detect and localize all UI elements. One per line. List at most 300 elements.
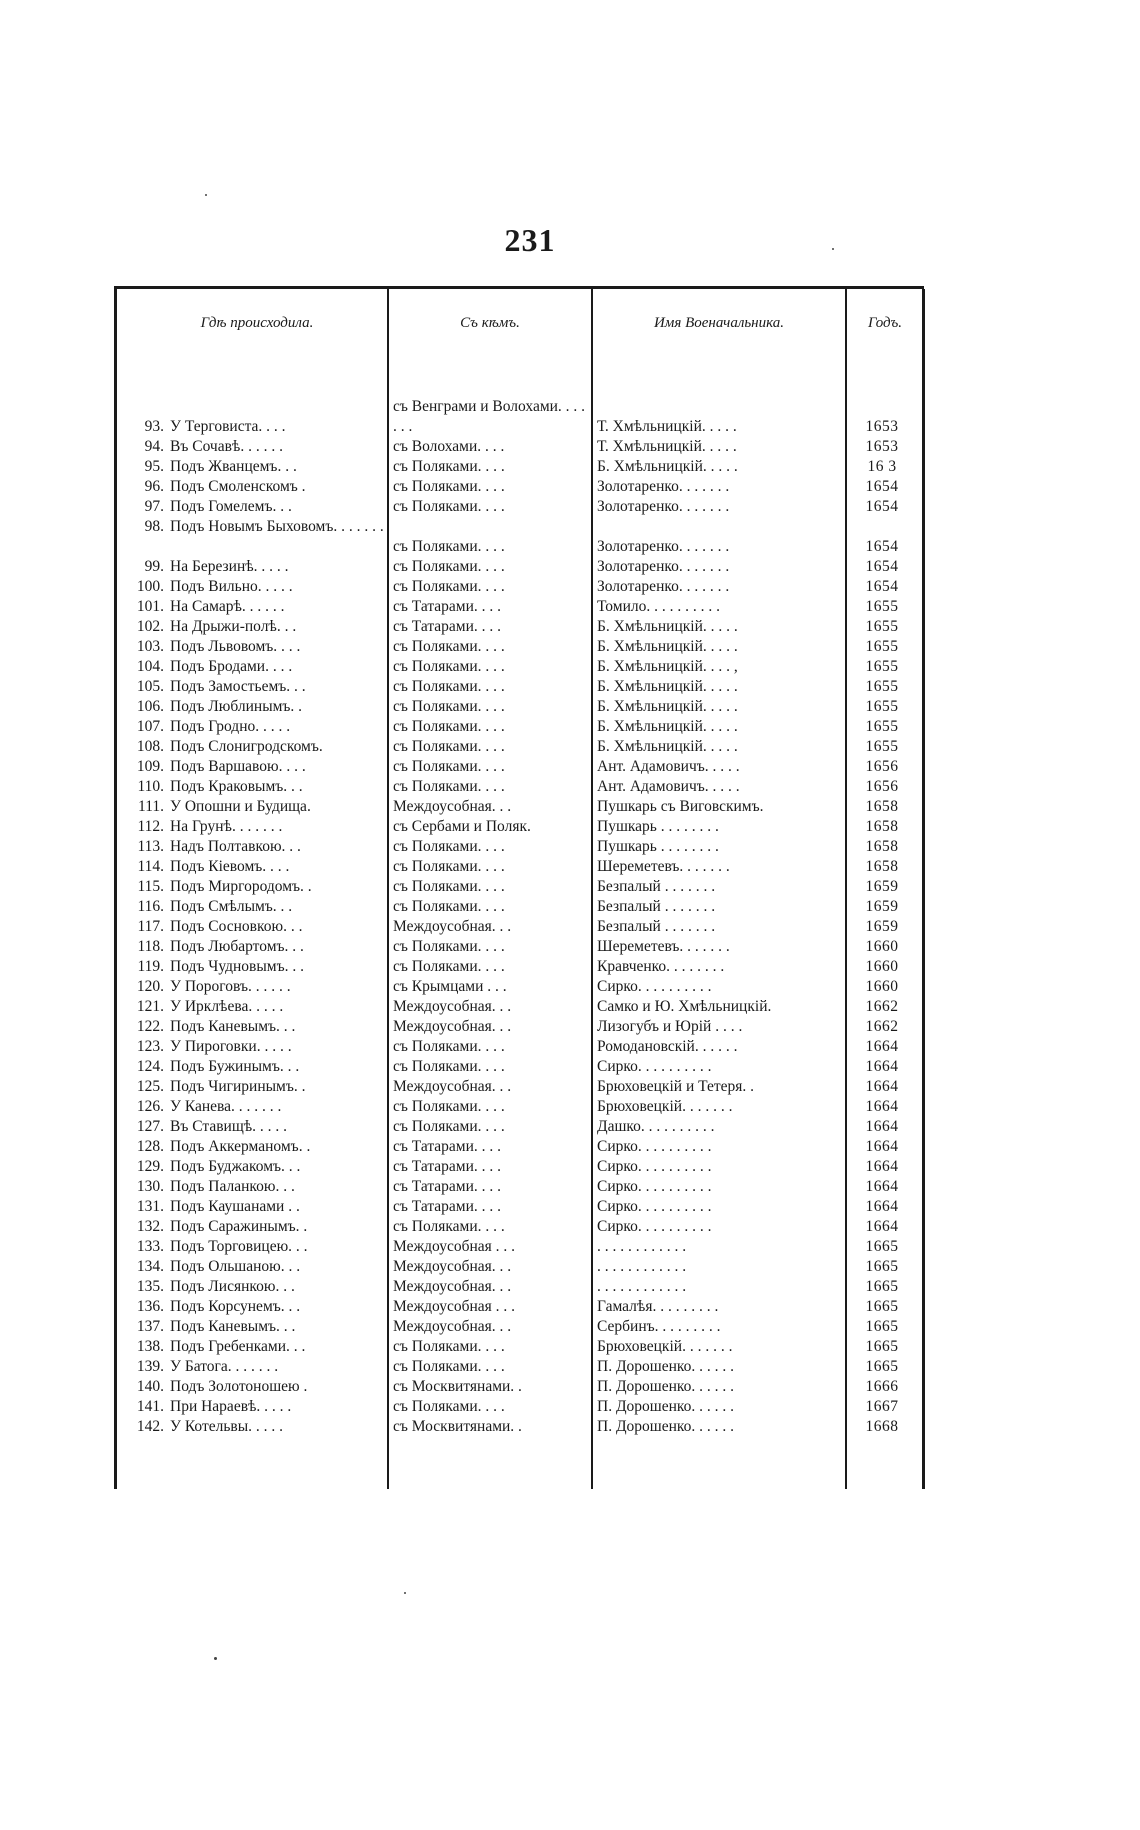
page-number: 231: [504, 222, 556, 258]
cell-enemy: съ Поляками. . . .: [393, 878, 505, 895]
header-place: Гдѣ происходила.: [200, 315, 314, 331]
cell-commander: Б. Хмѣльницкій. . . . .: [597, 458, 738, 475]
row-number: 140.: [136, 1378, 164, 1395]
cell-place: [126, 677, 388, 697]
cell-place: [126, 1217, 388, 1237]
print-speck: [214, 1657, 217, 1660]
cell-year: 1666: [865, 1378, 899, 1395]
table-row: [114, 597, 924, 617]
cell-place: [126, 1257, 388, 1277]
cell-enemy: съ Поляками. . . .: [393, 698, 505, 715]
cell-commander: Брюховецкій и Тетеря. .: [597, 1078, 755, 1095]
cell-enemy: съ Татарами. . . .: [393, 1198, 502, 1215]
cell-place: [126, 797, 388, 817]
cell-commander: Гамалѣя. . . . . . . . .: [597, 1298, 719, 1315]
table-row: [114, 1037, 924, 1057]
place-text: У Опошни и Будища.: [170, 798, 311, 815]
place-text: У Котельвы. . . . .: [170, 1418, 284, 1435]
table-row: [114, 1397, 924, 1417]
table-row: [114, 877, 924, 897]
table-row: [114, 1077, 924, 1097]
cell-commander: Пушкарь съ Виговскимъ.: [597, 798, 764, 815]
place-text: Подъ Ольшаною. . .: [170, 1258, 301, 1275]
place-text: Подъ Торговицею. . .: [170, 1238, 308, 1255]
cell-place: [126, 637, 388, 657]
table-row: [114, 1237, 924, 1257]
place-text: Подъ Смоленскомъ .: [170, 478, 306, 495]
cell-enemy: Междоусобная. . .: [393, 918, 512, 935]
row-number: 120.: [136, 978, 164, 995]
cell-year: 1653: [865, 438, 899, 455]
cell-year: 1658: [865, 838, 899, 855]
cell-year: 1658: [865, 858, 899, 875]
cell-enemy: Междоусобная. . .: [393, 1078, 512, 1095]
cell-year: 1654: [865, 538, 899, 555]
cell-place: [126, 917, 388, 937]
cell-commander: Пушкарь . . . . . . . .: [597, 838, 719, 855]
table-row: [114, 677, 924, 697]
table-row: [114, 1357, 924, 1377]
cell-commander: П. Дорошенко. . . . . .: [597, 1378, 734, 1395]
cell-year: 1665: [865, 1278, 899, 1295]
cell-enemy: съ Татарами. . . .: [393, 1138, 502, 1155]
table-row: [114, 1217, 924, 1237]
row-number: 125.: [136, 1078, 164, 1095]
print-speck: [404, 1592, 406, 1594]
row-number: 113.: [137, 838, 164, 855]
cell-place: [126, 717, 388, 737]
cell-place: [126, 757, 388, 777]
table-row: [114, 1377, 924, 1397]
place-text: Подъ Новымъ Быховомъ. . . . . . .: [170, 518, 384, 535]
cell-place: [126, 897, 388, 917]
place-text: Подъ Паланкою. . .: [170, 1178, 295, 1195]
cell-commander: Золотаренко. . . . . . .: [597, 478, 730, 495]
cell-commander: Б. Хмѣльницкій. . . . .: [597, 738, 738, 755]
cell-year: 1664: [865, 1218, 899, 1235]
cell-enemy: съ Поляками. . . .: [393, 1398, 505, 1415]
cell-year: 1660: [865, 938, 899, 955]
header-commander: Имя Военачальника.: [653, 315, 785, 331]
row-number: 126.: [136, 1098, 164, 1115]
table-row: [114, 857, 924, 877]
cell-commander: . . . . . . . . . . . .: [597, 1238, 687, 1255]
cell-commander: Томило. . . . . . . . . .: [597, 598, 720, 615]
cell-place: [126, 1117, 388, 1137]
print-speck: [205, 194, 207, 196]
place-text: У Пороговъ. . . . . .: [170, 978, 291, 995]
cell-year: 1655: [865, 618, 899, 635]
cell-year: 1653: [865, 418, 899, 435]
cell-place: [126, 1377, 388, 1397]
table-row: [114, 697, 924, 717]
table-header: [114, 289, 924, 345]
place-text: На Дрыжи-полѣ. . .: [170, 618, 297, 635]
table-row: [114, 797, 924, 817]
cell-commander: Сирко. . . . . . . . . .: [597, 1058, 712, 1075]
cell-place: [126, 957, 388, 977]
table-row: [114, 577, 924, 597]
cell-year: 1655: [865, 698, 899, 715]
cell-enemy: съ Поляками. . . .: [393, 838, 505, 855]
cell-year: 1664: [865, 1078, 899, 1095]
cell-year: 1664: [865, 1098, 899, 1115]
cell-enemy: съ Поляками. . . .: [393, 658, 505, 675]
cell-year: 1665: [865, 1338, 899, 1355]
cell-commander: П. Дорошенко. . . . . .: [597, 1358, 734, 1375]
cell-year: 1660: [865, 978, 899, 995]
cell-enemy: съ Москвитянами. .: [393, 1418, 522, 1435]
cell-year: 1656: [865, 758, 899, 775]
cell-enemy: съ Татарами. . . .: [393, 1158, 502, 1175]
place-text: Подъ Саражинымъ. .: [170, 1218, 308, 1235]
table-row: [114, 437, 924, 457]
cell-place: [126, 477, 388, 497]
row-number: 129.: [136, 1158, 164, 1175]
cell-commander: П. Дорошенко. . . . . .: [597, 1398, 734, 1415]
row-number: 121.: [136, 998, 164, 1015]
table-row: [114, 1117, 924, 1137]
place-text: Подъ Корсунемъ. . .: [170, 1298, 301, 1315]
row-number: 135.: [136, 1278, 164, 1295]
cell-year: 1659: [865, 878, 899, 895]
cell-place: [126, 497, 388, 517]
cell-enemy: съ Москвитянами. .: [393, 1378, 522, 1395]
cell-year: 1665: [865, 1298, 899, 1315]
cell-enemy: съ Поляками. . . .: [393, 778, 505, 795]
cell-enemy: Междоусобная . . .: [393, 1238, 516, 1255]
row-number: 124.: [136, 1058, 164, 1075]
cell-enemy: съ Поляками. . . .: [393, 1218, 505, 1235]
cell-place: [126, 977, 388, 997]
row-number: 97.: [144, 498, 164, 515]
row-number: 94.: [144, 438, 164, 455]
table-row: [114, 937, 924, 957]
cell-commander: П. Дорошенко. . . . . .: [597, 1418, 734, 1435]
table-row: [114, 457, 924, 477]
table-row: [114, 777, 924, 797]
cell-year: 16 3: [867, 458, 897, 475]
cell-commander: Т. Хмѣльницкій. . . . .: [597, 438, 737, 455]
row-number: 104.: [136, 658, 164, 675]
cell-commander: Сирко. . . . . . . . . .: [597, 1218, 712, 1235]
cell-enemy: съ Сербами и Поляк.: [393, 818, 531, 835]
cell-place: [126, 1317, 388, 1337]
cell-enemy: съ Поляками. . . .: [393, 718, 505, 735]
cell-enemy: съ Поляками. . . .: [393, 638, 505, 655]
cell-place: [126, 877, 388, 897]
cell-enemy: съ Поляками. . . .: [393, 1358, 505, 1375]
cell-place: [126, 697, 388, 717]
cell-enemy: Междоусобная. . .: [393, 998, 512, 1015]
cell-commander: Сирко. . . . . . . . . .: [597, 978, 712, 995]
cell-commander: Брюховецкій. . . . . . .: [597, 1098, 733, 1115]
place-text: При Нараевѣ. . . . .: [170, 1398, 292, 1415]
cell-year: 1655: [865, 738, 899, 755]
cell-year: 1665: [865, 1318, 899, 1335]
cell-enemy: съ Поляками. . . .: [393, 1038, 505, 1055]
row-number: 122.: [136, 1018, 164, 1035]
cell-commander: Б. Хмѣльницкій. . . . .: [597, 718, 738, 735]
cell-enemy: Междоусобная. . .: [393, 1318, 512, 1335]
row-number: 103.: [136, 638, 164, 655]
place-text: Подъ Гребенками. . .: [170, 1338, 306, 1355]
cell-year: 1665: [865, 1358, 899, 1375]
table-row: [114, 517, 924, 557]
table-row: [114, 1417, 924, 1437]
table-body: [114, 397, 924, 1437]
cell-enemy: съ Татарами. . . .: [393, 1178, 502, 1195]
print-speck: [832, 248, 834, 250]
place-text: Подъ Смѣлымъ. . .: [170, 898, 293, 915]
row-number: 141.: [136, 1398, 164, 1415]
cell-year: 1656: [865, 778, 899, 795]
cell-place: [126, 577, 388, 597]
cell-commander: Сирко. . . . . . . . . .: [597, 1158, 712, 1175]
table-row: [114, 1197, 924, 1217]
place-text: Подъ Вильно. . . . .: [170, 578, 293, 595]
cell-year: 1662: [865, 1018, 899, 1035]
cell-place: [126, 617, 388, 637]
place-text: Подъ Замостьемъ. . .: [170, 678, 306, 695]
table-row: [114, 837, 924, 857]
place-text: На Березинѣ. . . . .: [170, 558, 289, 575]
cell-place: [126, 1057, 388, 1077]
cell-enemy: съ Поляками. . . .: [393, 1118, 505, 1135]
table-row: [114, 737, 924, 757]
place-text: Подъ Жванцемъ. . .: [170, 458, 297, 475]
row-number: 101.: [136, 598, 164, 615]
cell-place: [126, 997, 388, 1017]
cell-commander: Золотаренко. . . . . . .: [597, 558, 730, 575]
cell-place: [126, 457, 388, 477]
table-row: [114, 657, 924, 677]
cell-commander: Дашко. . . . . . . . . .: [597, 1118, 715, 1135]
cell-enemy: Междоусобная. . .: [393, 798, 512, 815]
cell-commander: Кравченко. . . . . . . .: [597, 958, 725, 975]
cell-commander: Самко и Ю. Хмѣльницкій.: [597, 998, 772, 1015]
cell-place: [126, 1137, 388, 1157]
row-number: 117.: [137, 918, 164, 935]
table-row: [114, 1017, 924, 1037]
cell-enemy: съ Поляками. . . .: [393, 578, 505, 595]
place-text: У Канева. . . . . . .: [170, 1098, 282, 1115]
place-text: Подъ Каушанами . .: [170, 1198, 300, 1215]
row-number: 136.: [136, 1298, 164, 1315]
cell-place: [126, 417, 388, 437]
cell-commander: Б. Хмѣльницкій. . . . .: [597, 638, 738, 655]
place-text: Подъ Гомелемъ. . .: [170, 498, 292, 515]
table-row: [114, 917, 924, 937]
cell-year: 1655: [865, 658, 899, 675]
cell-place: [126, 1197, 388, 1217]
place-text: Подъ Буджакомъ. . .: [170, 1158, 301, 1175]
cell-commander: Золотаренко. . . . . . .: [597, 538, 730, 555]
table-row: [114, 977, 924, 997]
place-text: Подъ Бужинымъ. . .: [170, 1058, 300, 1075]
cell-enemy: Междоусобная. . .: [393, 1018, 512, 1035]
row-number: 112.: [137, 818, 164, 835]
row-number: 127.: [136, 1118, 164, 1135]
cell-place: [126, 1397, 388, 1417]
cell-enemy: съ Поляками. . . .: [393, 538, 505, 555]
cell-enemy: съ Крымцами . . .: [393, 978, 507, 995]
place-text: На Грунѣ. . . . . . .: [170, 818, 283, 835]
cell-enemy: съ Поляками. . . .: [393, 938, 505, 955]
cell-commander: Сирко. . . . . . . . . .: [597, 1138, 712, 1155]
row-number: 100.: [136, 578, 164, 595]
cell-commander: Сирко. . . . . . . . . .: [597, 1178, 712, 1195]
cell-year: 1664: [865, 1158, 899, 1175]
header-enemy: Съ кѣмъ.: [460, 315, 520, 331]
row-number: 139.: [136, 1358, 164, 1375]
cell-commander: Безпалый . . . . . . .: [597, 878, 716, 895]
cell-enemy: съ Поляками. . . .: [393, 678, 505, 695]
table-row: [114, 957, 924, 977]
row-number: 119.: [137, 958, 164, 975]
row-number: 102.: [136, 618, 164, 635]
table-row: [114, 1297, 924, 1317]
place-text: Подъ Кіевомъ. . . .: [170, 858, 290, 875]
cell-enemy: Междоусобная. . .: [393, 1258, 512, 1275]
table-row: [114, 757, 924, 777]
row-number: 115.: [137, 878, 164, 895]
cell-place: [126, 1037, 388, 1057]
cell-place: [126, 1177, 388, 1197]
cell-year: 1664: [865, 1058, 899, 1075]
cell-enemy: съ Венграми и Волохами. . . . . . .: [393, 398, 586, 435]
table-row: [114, 1177, 924, 1197]
cell-year: 1662: [865, 998, 899, 1015]
cell-place: [126, 837, 388, 857]
cell-commander: Ант. Адамовичъ. . . . .: [597, 758, 740, 775]
row-number: 114.: [137, 858, 164, 875]
cell-enemy: съ Татарами. . . .: [393, 618, 502, 635]
cell-year: 1664: [865, 1198, 899, 1215]
place-text: У Пироговки. . . . .: [170, 1038, 292, 1055]
place-text: Подъ Чигиринымъ. .: [170, 1078, 306, 1095]
cell-commander: . . . . . . . . . . . .: [597, 1278, 687, 1295]
cell-year: 1660: [865, 958, 899, 975]
cell-year: 1659: [865, 918, 899, 935]
row-number: 116.: [137, 898, 164, 915]
table-row: [114, 557, 924, 577]
table-row: [114, 477, 924, 497]
cell-commander: Золотаренко. . . . . . .: [597, 578, 730, 595]
cell-place: [126, 1297, 388, 1317]
cell-year: 1658: [865, 818, 899, 835]
cell-place: [126, 1277, 388, 1297]
table-row: [114, 617, 924, 637]
table-row: [114, 1337, 924, 1357]
place-text: Подъ Гродно. . . . .: [170, 718, 291, 735]
table-row: [114, 397, 924, 437]
row-number: 99.: [144, 558, 164, 575]
cell-year: 1654: [865, 578, 899, 595]
row-number: 137.: [136, 1318, 164, 1335]
place-text: Подъ Миргородомъ. .: [170, 878, 312, 895]
cell-place: [126, 1017, 388, 1037]
cell-commander: Сирко. . . . . . . . . .: [597, 1198, 712, 1215]
table-row: [114, 897, 924, 917]
cell-place: [126, 737, 388, 757]
row-number: 130.: [136, 1178, 164, 1195]
row-number: 106.: [136, 698, 164, 715]
row-number: 138.: [136, 1338, 164, 1355]
cell-place: [126, 557, 388, 577]
cell-commander: Брюховецкій. . . . . . .: [597, 1338, 733, 1355]
table-row: [114, 1137, 924, 1157]
cell-year: 1658: [865, 798, 899, 815]
row-number: 134.: [136, 1258, 164, 1275]
table-row: [114, 637, 924, 657]
cell-enemy: съ Поляками. . . .: [393, 558, 505, 575]
place-text: Въ Ставищѣ. . . . .: [170, 1118, 288, 1135]
place-text: Подъ Любартомъ. . .: [170, 938, 304, 955]
row-number: 128.: [136, 1138, 164, 1155]
cell-enemy: съ Поляками. . . .: [393, 478, 505, 495]
cell-year: 1655: [865, 638, 899, 655]
row-number: 132.: [136, 1218, 164, 1235]
place-text: Подъ Бродами. . . .: [170, 658, 293, 675]
table-row: [114, 1277, 924, 1297]
cell-place: [126, 777, 388, 797]
row-number: 133.: [136, 1238, 164, 1255]
place-text: Въ Сочавѣ. . . . . .: [170, 438, 283, 455]
place-text: У Ирклѣева. . . . .: [170, 998, 284, 1015]
cell-enemy: съ Волохами. . . .: [393, 438, 505, 455]
cell-place: [126, 657, 388, 677]
cell-place: [126, 817, 388, 837]
place-text: Подъ Слонигродскомъ.: [170, 738, 323, 755]
place-text: Подъ Краковымъ. . .: [170, 778, 303, 795]
table-row: [114, 497, 924, 517]
cell-commander: Б. Хмѣльницкій. . . . .: [597, 698, 738, 715]
cell-year: 1664: [865, 1138, 899, 1155]
table-row: [114, 1317, 924, 1337]
cell-commander: Т. Хмѣльницкій. . . . .: [597, 418, 737, 435]
cell-year: 1654: [865, 498, 899, 515]
cell-place: [126, 857, 388, 877]
cell-commander: Лизогубъ и Юрій . . . .: [597, 1018, 743, 1035]
cell-place: [126, 937, 388, 957]
place-text: Подъ Аккерманомъ. .: [170, 1138, 311, 1155]
cell-commander: Безпалый . . . . . . .: [597, 918, 716, 935]
place-text: У Батога. . . . . . .: [170, 1358, 279, 1375]
place-text: Подъ Каневымъ. . .: [170, 1018, 296, 1035]
place-text: У Терговиста. . . .: [170, 418, 286, 435]
cell-enemy: Междоусобная. . .: [393, 1278, 512, 1295]
cell-place: [126, 597, 388, 617]
cell-place: [126, 437, 388, 457]
cell-year: 1655: [865, 678, 899, 695]
row-number: 98.: [144, 518, 164, 535]
cell-commander: Пушкарь . . . . . . . .: [597, 818, 719, 835]
cell-enemy: съ Поляками. . . .: [393, 958, 505, 975]
cell-year: 1664: [865, 1178, 899, 1195]
row-number: 142.: [136, 1418, 164, 1435]
cell-year: 1664: [865, 1038, 899, 1055]
table-row: [114, 997, 924, 1017]
cell-commander: . . . . . . . . . . . .: [597, 1258, 687, 1275]
table-row: [114, 1057, 924, 1077]
table-row: [114, 817, 924, 837]
cell-enemy: съ Поляками. . . .: [393, 898, 505, 915]
cell-commander: Шереметевъ. . . . . . .: [597, 858, 730, 875]
place-text: Подъ Золотоношею .: [170, 1378, 308, 1395]
place-text: Подъ Сосновкою. . .: [170, 918, 303, 935]
cell-commander: Б. Хмѣльницкій. . . . .: [597, 618, 738, 635]
